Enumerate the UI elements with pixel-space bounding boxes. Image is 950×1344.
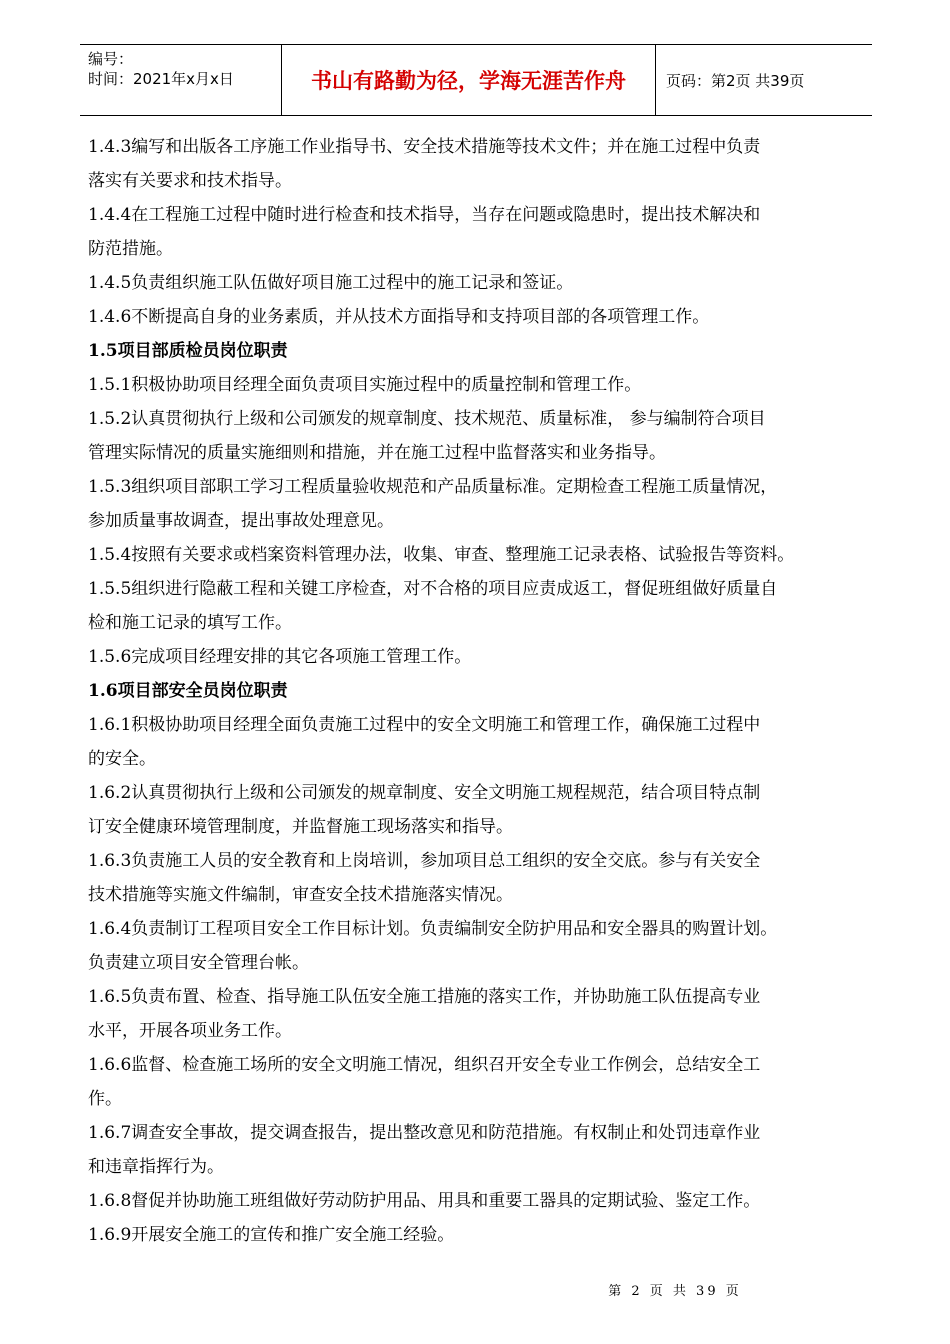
paragraph-line: 作。 (88, 1089, 122, 1109)
paragraph-line: 1.4.3编写和出版各工序施工作业指导书、安全技术措施等技术文件；并在施工过程中负责 (88, 137, 761, 157)
paragraph-line: 订安全健康环境管理制度，并监督施工现场落实和指导。 (88, 817, 513, 837)
section-heading: 1.5项目部质检员岗位职责 (88, 341, 288, 361)
paragraph-line: 1.6.7调查安全事故，提交调查报告，提出整改意见和防范措施。有权制止和处罚违章作业 (88, 1123, 761, 1143)
section-heading: 1.6项目部安全员岗位职责 (88, 681, 288, 701)
paragraph-line: 技术措施等实施文件编制，审查安全技术措施落实情况。 (88, 885, 513, 905)
paragraph-line: 落实有关要求和技术指导。 (88, 171, 292, 191)
page-footer: 第 2 页 共 39 页 (608, 1284, 742, 1299)
header-info-cell (80, 45, 282, 115)
paragraph-line: 1.6.6监督、检查施工场所的安全文明施工情况，组织召开安全专业工作例会，总结安全工 (88, 1055, 761, 1075)
paragraph-line: 1.6.3负责施工人员的安全教育和上岗培训，参加项目总工组织的安全交底。参与有关安全 (88, 851, 761, 871)
paragraph-line: 管理实际情况的质量实施细则和措施，并在施工过程中监督落实和业务指导。 (88, 443, 666, 463)
paragraph-line: 水平，开展各项业务工作。 (88, 1021, 292, 1041)
header-motto: 书山有路勤为径，学海无涯苦作舟 (282, 45, 656, 115)
paragraph-line: 1.6.5负责布置、检查、指导施工队伍安全施工措施的落实工作，并协助施工队伍提高专业 (88, 987, 761, 1007)
paragraph-line: 和违章指挥行为。 (88, 1157, 224, 1177)
paragraph-line: 1.4.6不断提高自身的业务素质，并从技术方面指导和支持项目部的各项管理工作。 (88, 307, 710, 327)
header-page-label: 页码：第2页 共39页 (666, 71, 805, 90)
paragraph-line: 1.5.3组织项目部职工学习工程质量验收规范和产品质量标准。定期检查工程施工质量情况， (88, 477, 778, 497)
paragraph-line: 1.5.5组织进行隐蔽工程和关键工序检查，对不合格的项目应责成返工，督促班组做好质量自 (88, 579, 778, 599)
paragraph-line: 1.6.2认真贯彻执行上级和公司颁发的规章制度、安全文明施工规程规范，结合项目特点制 (88, 783, 761, 803)
paragraph-line: 1.6.9开展安全施工的宣传和推广安全施工经验。 (88, 1225, 455, 1245)
paragraph-line: 参加质量事故调查，提出事故处理意见。 (88, 511, 394, 531)
paragraph-line: 防范措施。 (88, 239, 173, 259)
paragraph-line: 1.4.4在工程施工过程中随时进行检查和技术指导，当存在问题或隐患时，提出技术解决和 (88, 205, 761, 225)
paragraph-line: 检和施工记录的填写工作。 (88, 613, 292, 633)
paragraph-line: 1.5.4按照有关要求或档案资料管理办法，收集、审查、整理施工记录表格、试验报告等资料。 (88, 545, 795, 565)
paragraph-line: 1.6.8督促并协助施工班组做好劳动防护用品、用具和重要工器具的定期试验、鉴定工作。 (88, 1191, 761, 1211)
paragraph-line: 的安全。 (88, 749, 156, 769)
document-header (80, 44, 872, 116)
paragraph-line: 1.4.5负责组织施工队伍做好项目施工过程中的施工记录和签证。 (88, 273, 574, 293)
paragraph-line: 1.6.1积极协助项目经理全面负责施工过程中的安全文明施工和管理工作，确保施工过程中 (88, 715, 761, 735)
document-body (88, 130, 873, 1252)
paragraph-line: 1.5.6完成项目经理安排的其它各项施工管理工作。 (88, 647, 472, 667)
paragraph-line: 1.6.4负责制订工程项目安全工作目标计划。负责编制安全防护用品和安全器具的购置计划。 (88, 919, 778, 939)
document-number-label: 编号： (88, 50, 134, 68)
document-date-label: 时间：2021年x月x日 (88, 70, 234, 88)
paragraph-line: 1.5.2认真贯彻执行上级和公司颁发的规章制度、技术规范、质量标准， 参与编制符合项目 (88, 409, 766, 429)
paragraph-line: 负责建立项目安全管理台帐。 (88, 953, 309, 973)
paragraph-line: 1.5.1积极协助项目经理全面负责项目实施过程中的质量控制和管理工作。 (88, 375, 642, 395)
